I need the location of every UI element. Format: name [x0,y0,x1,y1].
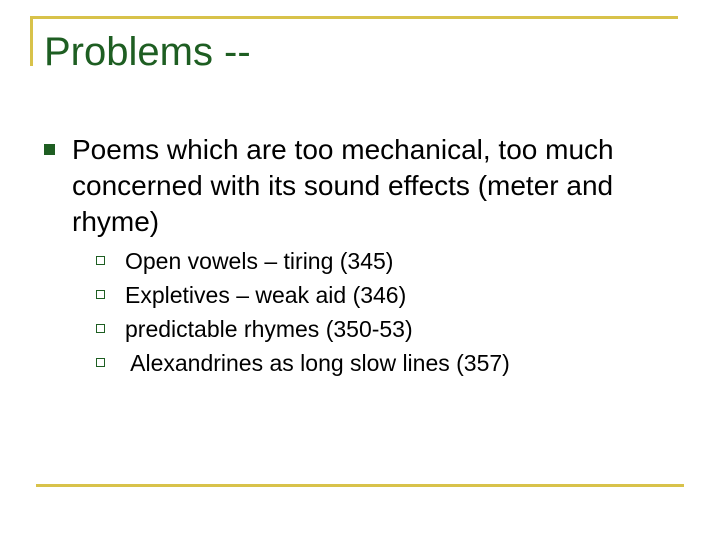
hollow-square-bullet-icon [96,358,105,367]
left-rule [30,16,33,66]
sub-bullet-text: Expletives – weak aid (346) [125,282,407,308]
square-bullet-icon [44,144,55,155]
slide-title: Problems -- [44,30,251,74]
top-rule [30,16,678,19]
hollow-square-bullet-icon [96,290,105,299]
sub-bullet-text: Open vowels – tiring (345) [125,248,394,274]
main-bullet-text: Poems which are too mechanical, too much concerned with its sound effects (meter and rhyme) [72,134,614,237]
bottom-rule [36,484,684,487]
hollow-square-bullet-icon [96,324,105,333]
sub-bullet-text: predictable rhymes (350-53) [125,316,413,342]
hollow-square-bullet-icon [96,256,105,265]
sub-bullet-text: Alexandrines as long slow lines (357) [125,350,510,376]
